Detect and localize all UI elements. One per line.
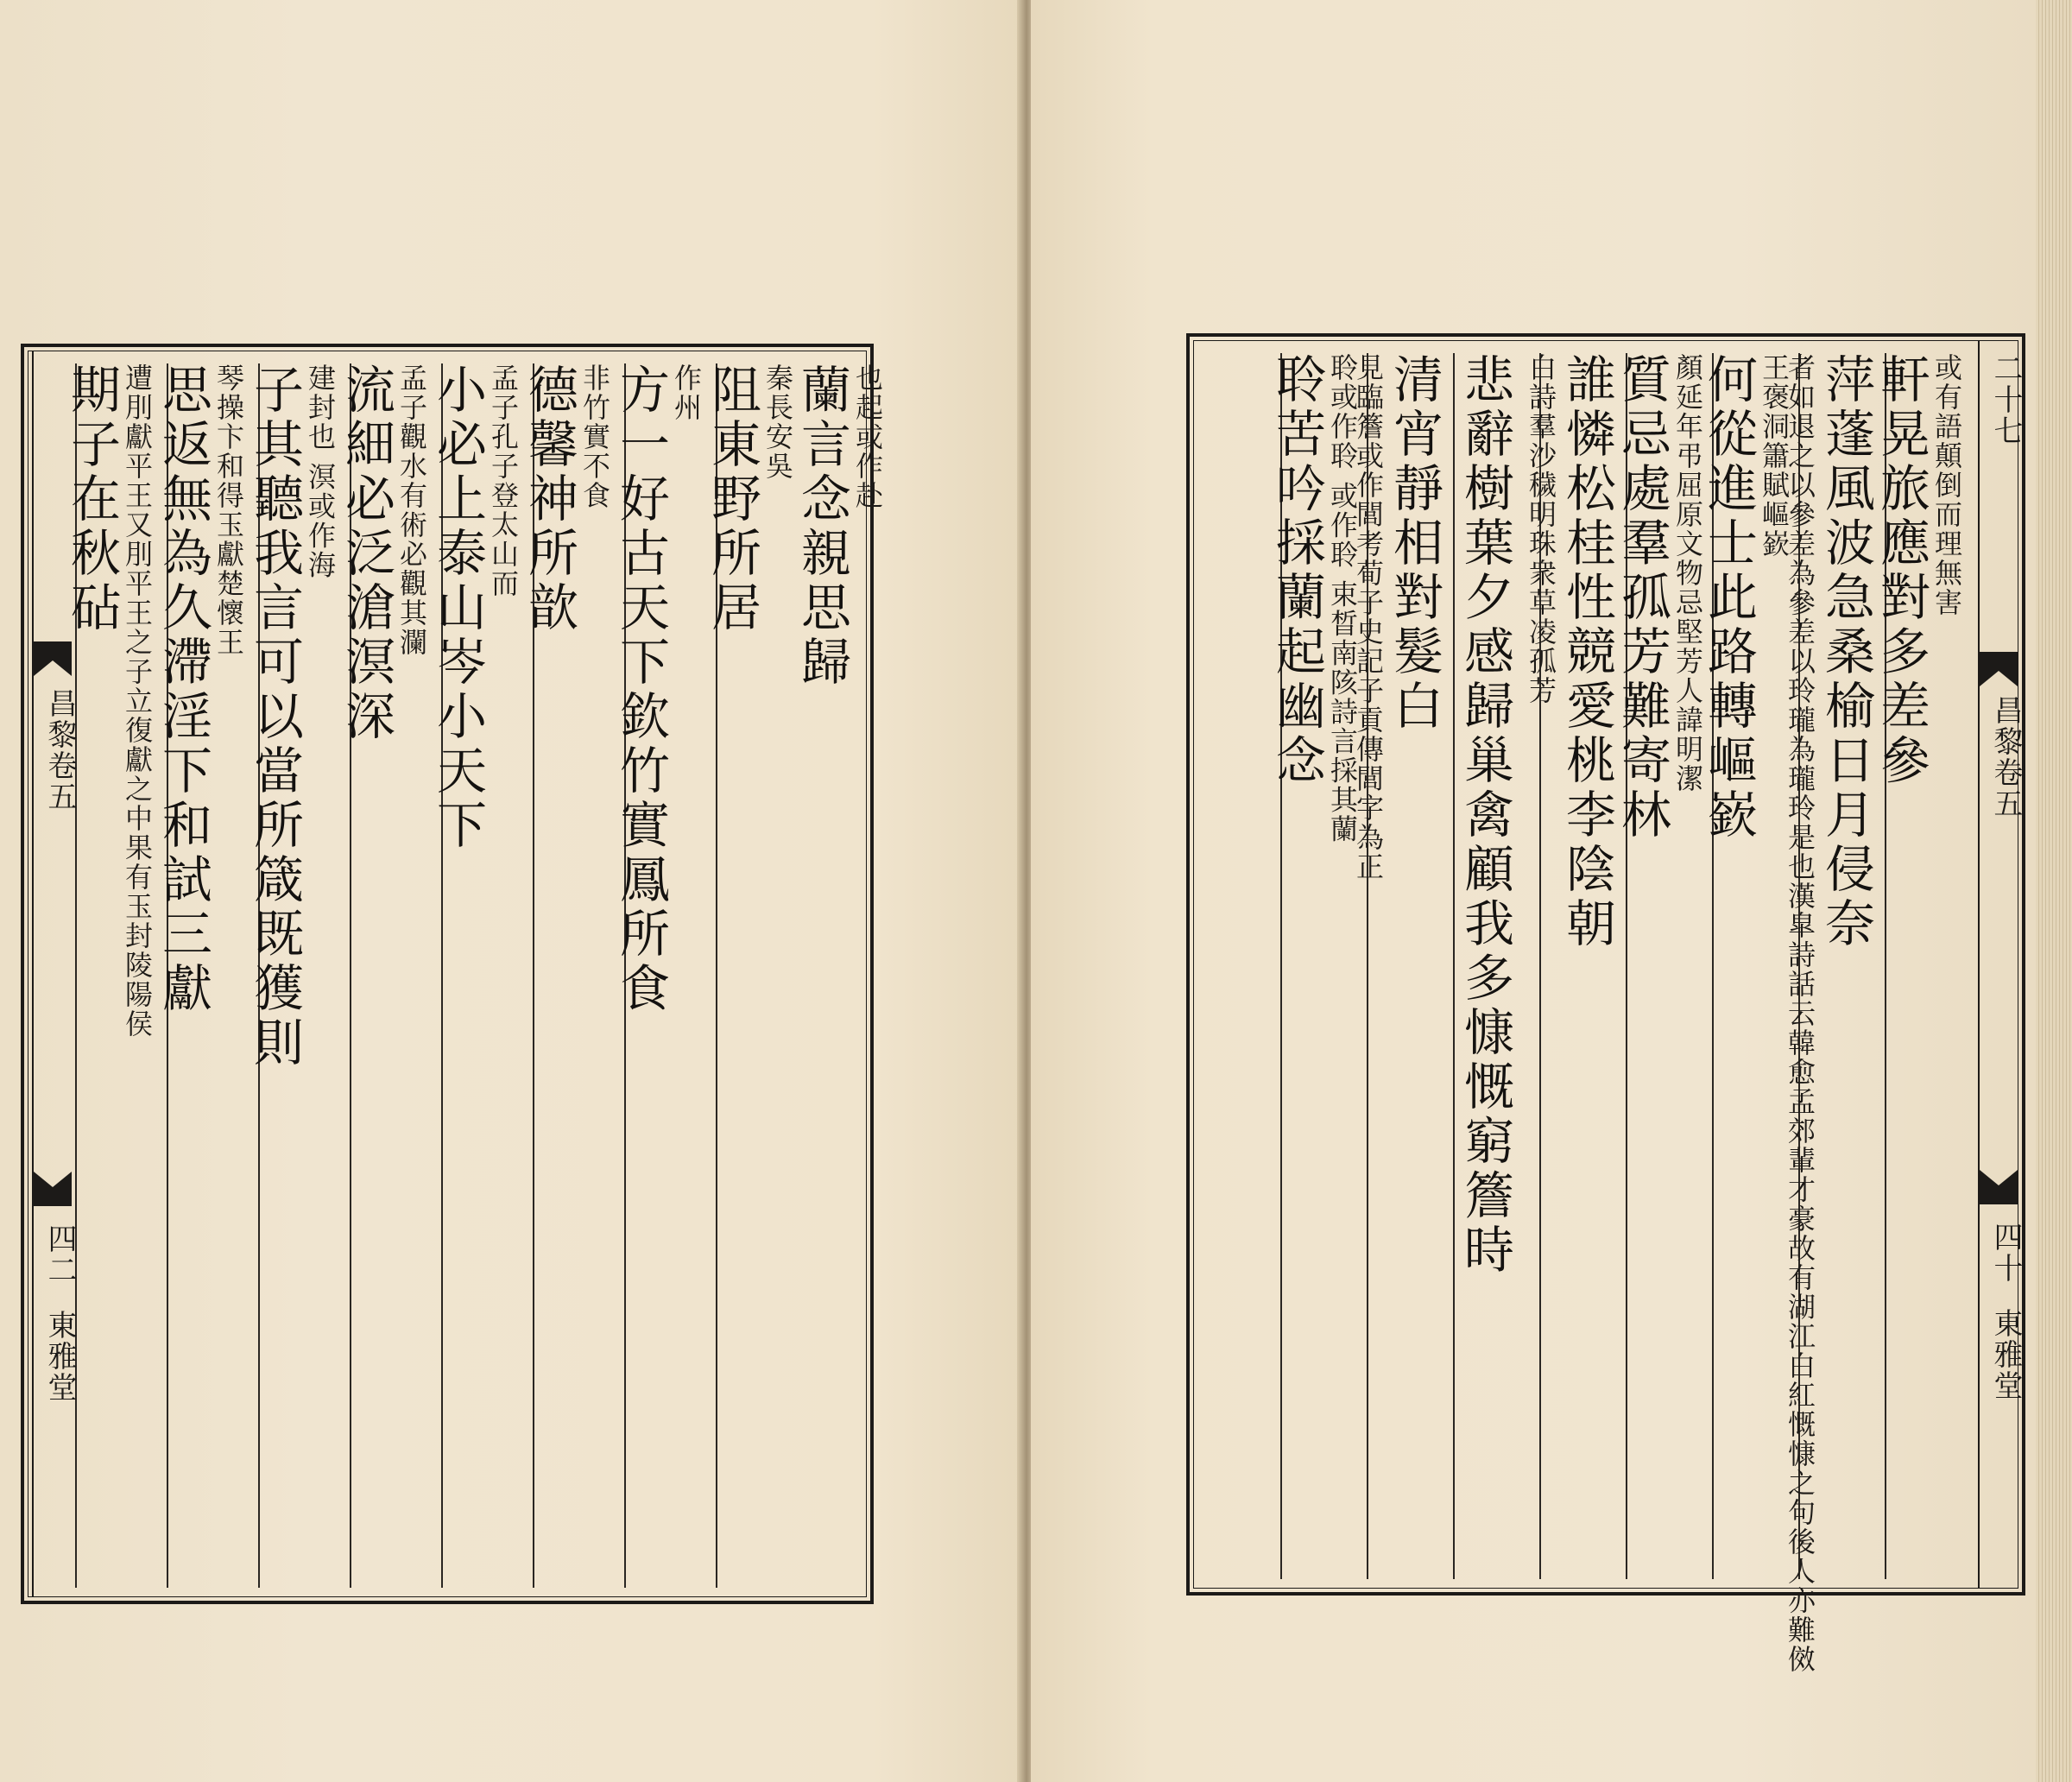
left-text-block [21,344,884,1604]
column-annotation: 顏延年弔屈原文物忌堅芳人諱明潔 [1671,353,1704,793]
text-column [154,363,245,1588]
column-main-text: 聆苦吟採蘭起幽念 [1267,353,1326,788]
fish-tail-mark [1980,652,2018,686]
column-annotation: 孟子孔子登太山而 [487,363,520,598]
banxin-studio-name: 東雅堂 [42,1310,77,1403]
column-annotation: 孟子觀水有術必觀其瀾 [395,363,428,657]
text-column [1267,353,1359,1579]
page-edge-stack [2036,0,2072,1782]
column-annotation: 王褒洞簫賦嶇嶔 [1758,353,1791,559]
column-main-text: 德馨神所歆 [520,363,578,635]
column-main-text: 誰憐松桂性競愛桃李陰朝 [1557,353,1616,951]
banxin-leaf-number: 四二 [42,1223,77,1286]
center-fold-margin [32,351,77,1596]
text-column [1453,353,1515,1579]
column-main-text: 期子在秋砧 [62,363,121,635]
text-column [245,363,337,1588]
center-fold-margin [1978,341,2023,1588]
column-annotation: 秦長安吳 [761,363,794,481]
right-text-block [1186,333,2025,1674]
column-main-text: 流細必泛滄溟深 [337,363,395,744]
column-annotation: 作州 [670,363,703,422]
column-main-text: 思返無為久滯淫下和試三獻 [154,363,212,1016]
right-page [1031,0,2036,1782]
column-main-text: 方一好古天下欽竹實鳳所食 [611,363,670,1016]
right-inner-border [1193,340,2023,1674]
column-annotation: 建封也 溟或作海 [304,363,337,580]
text-column [1699,353,1791,1579]
left-inner-border [28,351,884,1597]
fish-tail-mark [1980,1170,2018,1204]
text-column [62,363,154,1588]
column-annotation: 白詩羣沙穢明珠衆草凌孤芳 [1525,353,1557,705]
banxin-leaf-number: 四十 [1988,1222,2023,1284]
left-page [0,0,1026,1782]
column-annotation: 非竹實不食 [578,363,611,510]
column-main-text: 何從進士此路轉嶇嶔 [1699,353,1758,843]
text-column [520,363,611,1588]
text-column [703,363,794,1588]
column-main-text: 萍蓬風波急桑榆日月侵奈 [1816,353,1875,951]
text-column [1352,353,1443,1579]
column-main-text: 質忌處羣孤芳難寄林 [1613,353,1671,843]
banxin-title: 昌黎卷五 [1988,695,2023,819]
column-annotation: 見臨簷或作閭考荀子史記子貢傳閭字為正 [1352,353,1385,882]
column-annotation: 者如退之以參差為參差以玲瓏為瓏玲是也漢皐詩話云韓愈孟郊輩才豪故有湖江白紅慨慷之句後人亦難傚 [1784,353,1816,1674]
fish-tail-mark [34,1172,72,1206]
text-column [428,363,520,1588]
text-column [611,363,703,1588]
text-column [1872,353,1963,1579]
column-main-text: 清宵靜相對髮白 [1385,353,1443,734]
column-main-text: 子其聽我言可以當所箴既獲則 [245,363,304,1071]
banxin-studio-name: 東雅堂 [1988,1308,2023,1401]
column-main-text: 悲辭樹葉夕感歸巢禽顧我多慷慨窮簷時 [1456,353,1514,1278]
column-main-text: 軒晃旅應對多差參 [1872,353,1930,788]
text-column [793,363,884,1588]
column-annotation: 或有語顛倒而理無害 [1930,353,1963,617]
column-annotation: 琴操卞和得玉獻楚懷王 [212,363,245,657]
text-column [1525,353,1616,1579]
fish-tail-mark [34,641,72,676]
column-main-text: 小必上泰山岑小天下 [428,363,487,853]
banxin-title: 昌黎卷五 [42,688,77,812]
banxin-top-text: 二十七 [1988,353,2023,446]
column-annotation: 也起或作赴 [851,363,884,510]
column-annotation: 聆或作聆 或作聆 束晳南陔詩言採其蘭 [1326,353,1359,844]
text-column [1613,353,1704,1579]
column-main-text: 蘭言念親思歸 [793,363,851,690]
text-column [337,363,428,1588]
column-main-text: 阻東野所居 [703,363,761,635]
text-column [1784,353,1875,1674]
column-annotation: 遭刖獻平王又刖平王之子立復獻之中果有玉封陵陽侯 [121,363,154,1039]
